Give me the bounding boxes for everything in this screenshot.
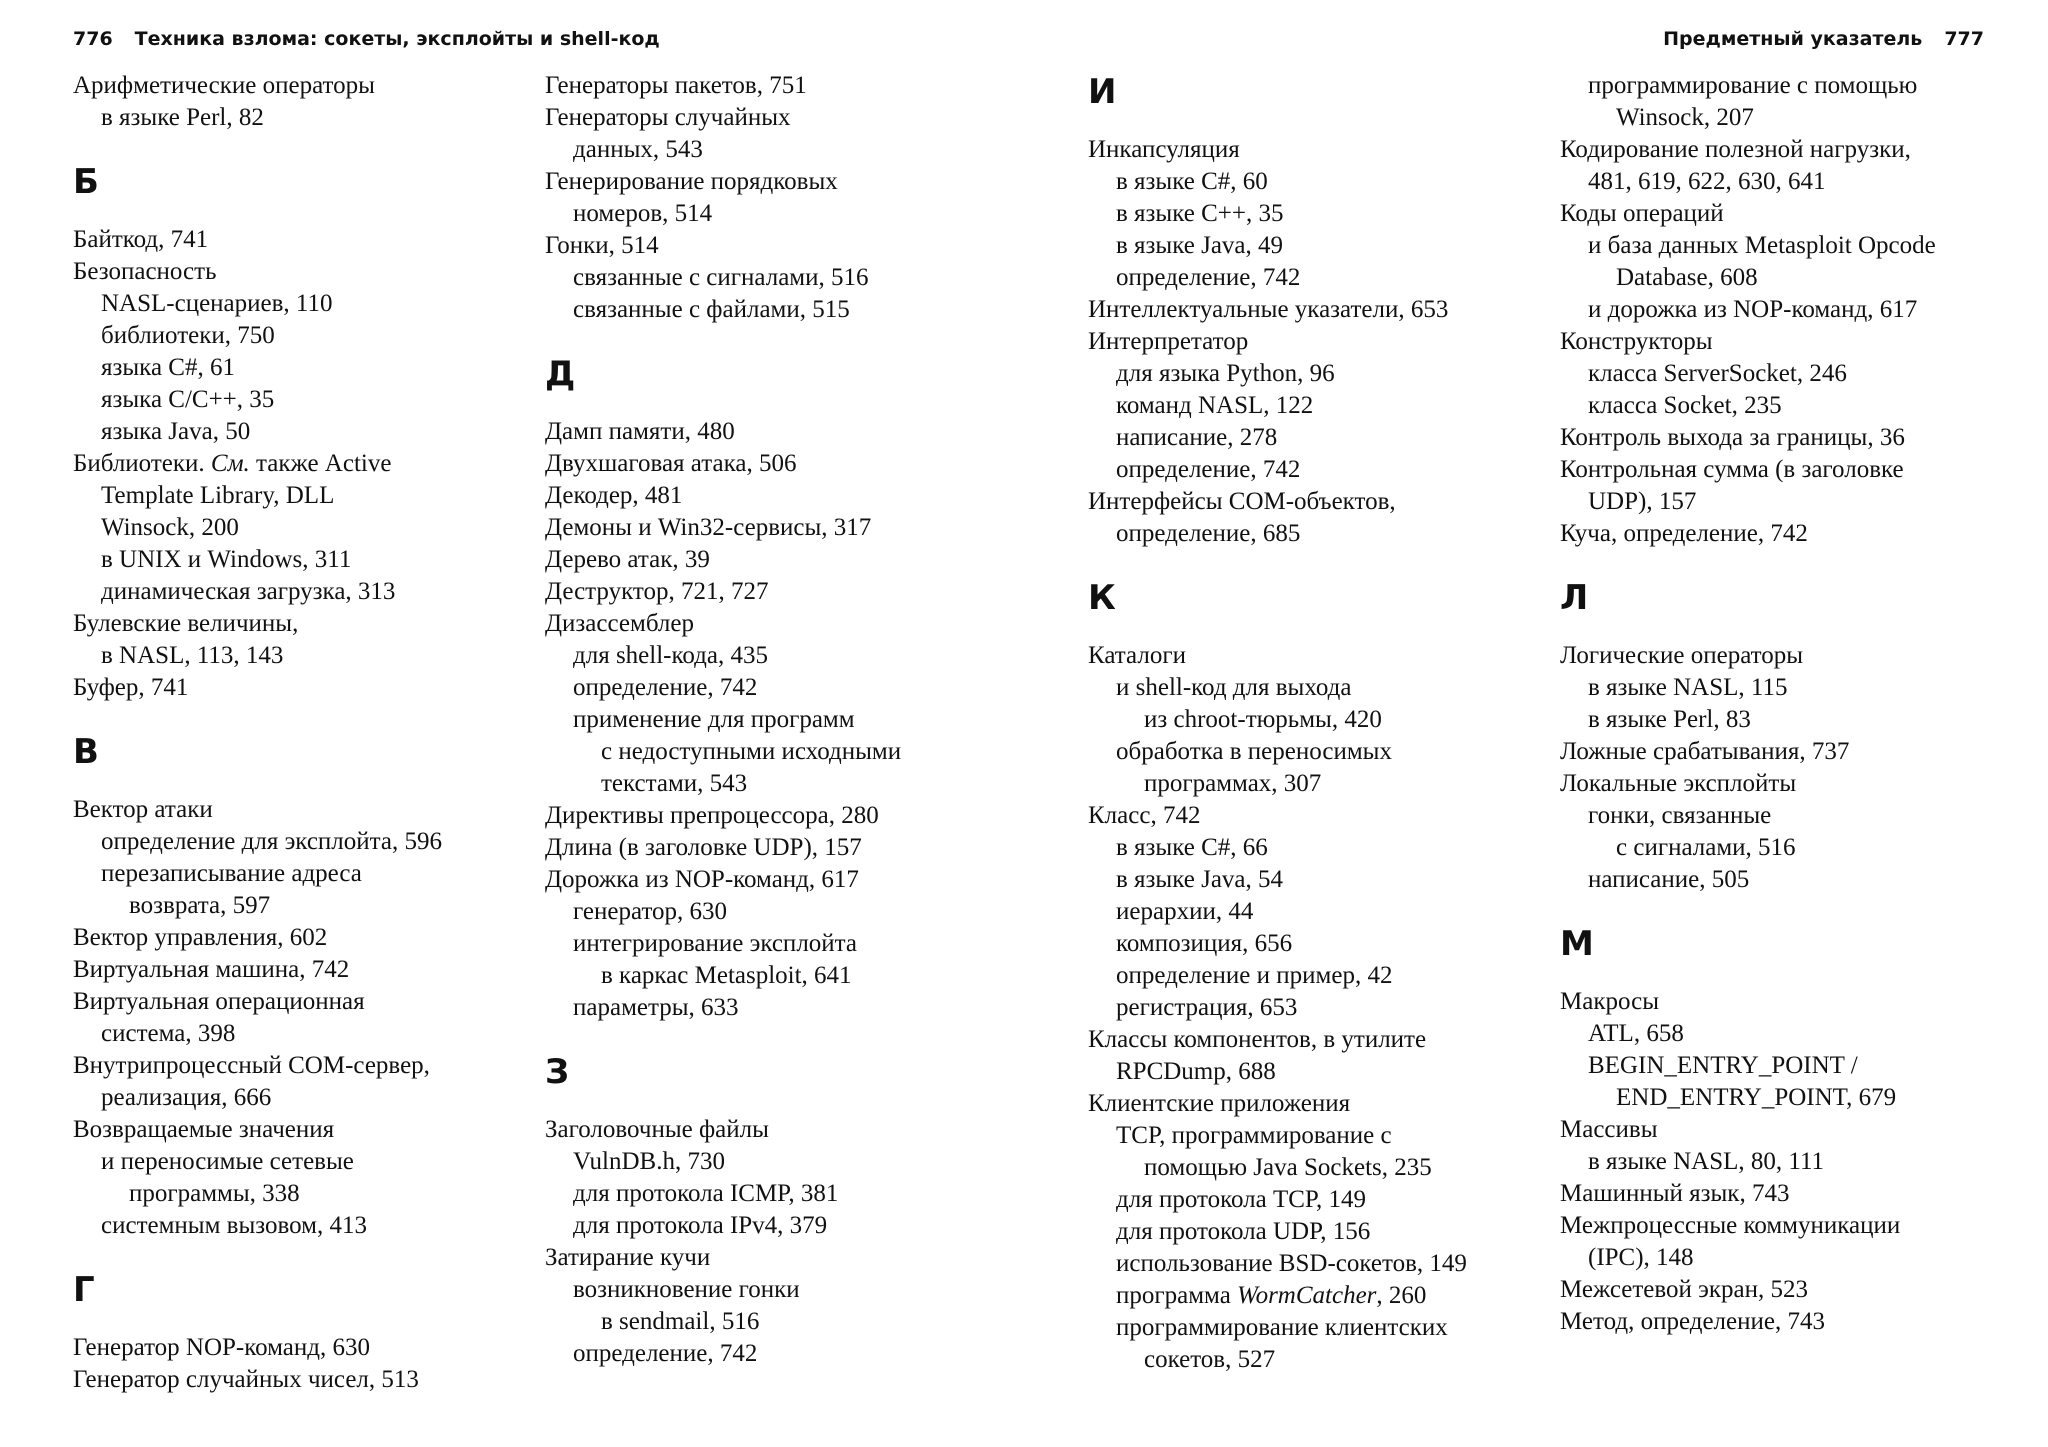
entry-text: генератор, 630 [573, 898, 728, 925]
index-subentry [73, 384, 513, 416]
index-entry [545, 166, 985, 198]
index-subentry [1560, 390, 2000, 422]
entry-text: написание, 278 [1116, 424, 1278, 451]
index-column-2 [545, 70, 985, 1370]
entry-text: класса ServerSocket, 246 [1588, 360, 1847, 387]
index-subentry [73, 858, 513, 890]
index-entry [545, 608, 985, 640]
entry-text: Виртуальная операционная [73, 988, 365, 1015]
entry-text: RPCDump, 688 [1116, 1058, 1276, 1085]
index-entry [1088, 134, 1528, 166]
section-title: Предметный указатель [1663, 28, 1923, 50]
index-subentry [1560, 70, 2000, 102]
entry-text: для протокола UDP, 156 [1116, 1218, 1371, 1245]
entry-text: Межпроцессные коммуникации [1560, 1212, 1901, 1239]
entry-text: Булевские величины, [73, 610, 299, 637]
entry-text: данных, 543 [573, 136, 703, 163]
index-entry [1560, 454, 2000, 486]
entry-text: Ложные срабатывания, 737 [1560, 738, 1850, 765]
index-subentry [1088, 230, 1528, 262]
entry-text: Декодер, 481 [545, 482, 683, 509]
running-head-left [73, 28, 660, 50]
index-column-3 [1088, 70, 1528, 1376]
index-letter-heading: К [1088, 578, 1116, 618]
entry-text: Логические операторы [1560, 642, 1804, 669]
entry-text: Виртуальная машина, 742 [73, 956, 350, 983]
index-entry [1088, 640, 1528, 672]
index-subentry [545, 198, 985, 230]
entry-text: Инкапсуляция [1088, 136, 1240, 163]
index-entry [1560, 1274, 2000, 1306]
entry-text: Генератор NOP-команд, 630 [73, 1334, 370, 1361]
index-subentry [1088, 390, 1528, 422]
index-entry [1560, 1178, 2000, 1210]
index-subentry [545, 134, 985, 166]
entry-text: в языке NASL, 80, 111 [1588, 1148, 1825, 1175]
index-entry [1560, 134, 2000, 166]
entry-text: Дерево атак, 39 [545, 546, 710, 573]
index-subentry [1088, 358, 1528, 390]
entry-text: Генерирование порядковых [545, 168, 838, 195]
index-entry [73, 70, 513, 102]
entry-text: Конструкторы [1560, 328, 1713, 355]
index-letter-heading: З [545, 1052, 570, 1092]
entry-text: в языке NASL, 115 [1588, 674, 1788, 701]
entry-text: интегрирование эксплойта [573, 930, 857, 957]
entry-text: связанные с файлами, 515 [573, 296, 850, 323]
entry-text: Библиотеки. [73, 450, 211, 477]
entry-text: программа [1116, 1282, 1238, 1309]
entry-text: Директивы препроцессора, 280 [545, 802, 879, 829]
index-subentry [1560, 262, 2000, 294]
index-subentry [545, 768, 985, 800]
index-subentry [1088, 422, 1528, 454]
entry-text: с недоступными исходными [601, 738, 902, 765]
index-subentry [73, 640, 513, 672]
entry-text: Контроль выхода за границы, 36 [1560, 424, 1905, 451]
entry-text: системным вызовом, 413 [101, 1212, 367, 1239]
index-subentry [1088, 832, 1528, 864]
index-entry [73, 794, 513, 826]
entry-text: для протокола ICMP, 381 [573, 1180, 839, 1207]
index-subentry [73, 826, 513, 858]
index-subentry [1088, 1344, 1528, 1376]
index-subentry [1088, 166, 1528, 198]
index-subentry [1088, 1120, 1528, 1152]
entry-text: Дизассемблер [545, 610, 694, 637]
entry-text: Демоны и Win32-сервисы, 317 [545, 514, 872, 541]
entry-text: перезаписывание адреса [101, 860, 362, 887]
entry-text: и shell-код для выхода [1116, 674, 1352, 701]
entry-text: языка C#, 61 [101, 354, 235, 381]
entry-text: композиция, 656 [1116, 930, 1293, 957]
index-letter-heading: М [1560, 924, 1594, 964]
index-entry [545, 1242, 985, 1274]
entry-text: в языке C#, 60 [1116, 168, 1268, 195]
entry-text: написание, 505 [1588, 866, 1750, 893]
index-subentry [1088, 1216, 1528, 1248]
entry-text: помощью Java Sockets, 235 [1144, 1154, 1432, 1181]
index-subentry [73, 102, 513, 134]
entry-text: в языке Perl, 83 [1588, 706, 1751, 733]
index-subentry [73, 1146, 513, 1178]
index-subentry [1560, 230, 2000, 262]
entry-text: параметры, 633 [573, 994, 739, 1021]
index-subentry [1088, 198, 1528, 230]
index-subentry [545, 928, 985, 960]
index-entry [73, 954, 513, 986]
index-subentry [1088, 454, 1528, 486]
entry-text: NASL-сценариев, 110 [101, 290, 333, 317]
entry-text: и база данных Metasploit Opcode [1588, 232, 1936, 259]
index-subentry [545, 896, 985, 928]
index-subentry [1560, 358, 2000, 390]
index-subentry [1560, 832, 2000, 864]
index-subentry [1088, 1184, 1528, 1216]
index-entry [1560, 326, 2000, 358]
index-entry [73, 986, 513, 1018]
entry-text: иерархии, 44 [1116, 898, 1254, 925]
index-subentry [1088, 1312, 1528, 1344]
entry-text: определение и пример, 42 [1116, 962, 1393, 989]
index-letter-heading: И [1088, 72, 1117, 112]
entry-text: программирование клиентских [1116, 1314, 1448, 1341]
entry-text: в sendmail, 516 [601, 1308, 760, 1335]
entry-text: Массивы [1560, 1116, 1658, 1143]
entry-text: программах, 307 [1144, 770, 1322, 797]
index-subentry [545, 704, 985, 736]
entry-text: Генераторы пакетов, 751 [545, 72, 807, 99]
entry-text: определение, 685 [1116, 520, 1301, 547]
index-entry [1088, 486, 1528, 518]
index-subentry [545, 1274, 985, 1306]
index-subentry [73, 320, 513, 352]
index-entry [1088, 326, 1528, 358]
index-letter-heading: Л [1560, 578, 1589, 618]
index-subentry [1560, 1050, 2000, 1082]
index-subentry [1088, 672, 1528, 704]
entry-text: 481, 619, 622, 630, 641 [1588, 168, 1826, 195]
index-entry [545, 230, 985, 262]
entry-italic-text: См. [210, 450, 250, 477]
index-entry [545, 864, 985, 896]
index-subentry [1560, 1082, 2000, 1114]
index-subentry [1088, 1152, 1528, 1184]
entry-text: Длина (в заголовке UDP), 157 [545, 834, 862, 861]
index-subentry [1088, 896, 1528, 928]
entry-text: Дорожка из NOP-команд, 617 [545, 866, 859, 893]
entry-text: связанные с сигналами, 516 [573, 264, 869, 291]
entry-text: определение для эксплойта, 596 [101, 828, 442, 855]
entry-text: в UNIX и Windows, 311 [101, 546, 352, 573]
index-entry [1560, 518, 2000, 550]
entry-text: реализация, 666 [101, 1084, 272, 1111]
entry-text: Двухшаговая атака, 506 [545, 450, 797, 477]
index-subentry [1560, 486, 2000, 518]
entry-text: Кодирование полезной нагрузки, [1560, 136, 1911, 163]
entry-text: Интерпретатор [1088, 328, 1249, 355]
page-number-left: 776 [73, 28, 113, 50]
page-number-right: 777 [1944, 28, 1984, 50]
index-subentry [1088, 928, 1528, 960]
index-subentry [1560, 102, 2000, 134]
entry-text: Winsock, 200 [101, 514, 239, 541]
entry-text: гонки, связанные [1588, 802, 1772, 829]
entry-text: класса Socket, 235 [1588, 392, 1782, 419]
entry-text: в языке Java, 54 [1116, 866, 1284, 893]
entry-text: Генераторы случайных [545, 104, 791, 131]
entry-text: Интерфейсы COM-объектов, [1088, 488, 1396, 515]
index-entry [73, 1364, 513, 1396]
entry-text: Template Library, DLL [101, 482, 335, 509]
index-subentry [545, 1146, 985, 1178]
entry-text: Куча, определение, 742 [1560, 520, 1808, 547]
entry-text: номеров, 514 [573, 200, 713, 227]
entry-text: Каталоги [1088, 642, 1186, 669]
index-subentry [1560, 1242, 2000, 1274]
index-entry [1088, 800, 1528, 832]
index-entry [73, 1332, 513, 1364]
entry-text: Заголовочные файлы [545, 1116, 769, 1143]
index-subentry [545, 262, 985, 294]
index-subentry [73, 512, 513, 544]
entry-italic-text: WormCatcher [1237, 1282, 1377, 1309]
index-entry [1560, 640, 2000, 672]
entry-text: Метод, определение, 743 [1560, 1308, 1825, 1335]
entry-text: Клиентские приложения [1088, 1090, 1351, 1117]
entry-text: определение, 742 [573, 1340, 758, 1367]
entry-text: обработка в переносимых [1116, 738, 1392, 765]
entry-text: в каркас Metasploit, 641 [601, 962, 852, 989]
index-entry [545, 576, 985, 608]
index-subentry [545, 294, 985, 326]
entry-text: для протокола TCP, 149 [1116, 1186, 1367, 1213]
entry-text: Winsock, 207 [1616, 104, 1754, 131]
index-subentry [1560, 704, 2000, 736]
book-title: Техника взлома: сокеты, эксплойты и shell-код [134, 28, 660, 50]
entry-text: Дамп памяти, 480 [545, 418, 735, 445]
index-entry [1560, 986, 2000, 1018]
running-head-right [1663, 28, 1984, 50]
entry-text: библиотеки, 750 [101, 322, 275, 349]
entry-text: применение для программ [573, 706, 855, 733]
index-entry [1560, 422, 2000, 454]
entry-text: Локальные эксплойты [1560, 770, 1797, 797]
entry-text: Вектор управления, 602 [73, 924, 328, 951]
index-subentry [545, 1210, 985, 1242]
index-subentry [545, 736, 985, 768]
entry-text: Database, 608 [1616, 264, 1758, 291]
index-subentry [1560, 1146, 2000, 1178]
index-subentry [73, 544, 513, 576]
entry-text: в языке C++, 35 [1116, 200, 1284, 227]
entry-text: VulnDB.h, 730 [573, 1148, 725, 1175]
entry-text: регистрация, 653 [1116, 994, 1298, 1021]
index-entry [73, 448, 513, 480]
index-subentry [73, 1082, 513, 1114]
index-subentry [73, 416, 513, 448]
index-subentry [1560, 294, 2000, 326]
index-letter-heading: Д [545, 354, 576, 394]
entry-text: Буфер, 741 [73, 674, 189, 701]
entry-text-suffix: также Active [249, 450, 392, 477]
index-subentry [1560, 864, 2000, 896]
index-subentry [1088, 1280, 1528, 1312]
entry-text: Внутрипроцессный COM-сервер, [73, 1052, 430, 1079]
index-subentry [1560, 672, 2000, 704]
index-entry [73, 608, 513, 640]
entry-text: сокетов, 527 [1144, 1346, 1276, 1373]
index-subentry [73, 890, 513, 922]
entry-text: (IPC), 148 [1588, 1244, 1694, 1271]
entry-text: определение, 742 [1116, 264, 1301, 291]
entry-text: динамическая загрузка, 313 [101, 578, 396, 605]
index-entry [545, 800, 985, 832]
entry-text: возникновение гонки [573, 1276, 800, 1303]
entry-text: определение, 742 [1116, 456, 1301, 483]
index-subentry [545, 992, 985, 1024]
index-entry [1088, 1088, 1528, 1120]
index-entry [545, 480, 985, 512]
entry-text: Арифметические операторы [73, 72, 375, 99]
index-entry [545, 70, 985, 102]
index-subentry [1560, 166, 2000, 198]
index-subentry [545, 1338, 985, 1370]
index-subentry [1088, 518, 1528, 550]
index-subentry [73, 1210, 513, 1242]
entry-text: Межсетевой экран, 523 [1560, 1276, 1808, 1303]
index-entry [545, 448, 985, 480]
entry-text: UDP), 157 [1588, 488, 1697, 515]
index-subentry [73, 576, 513, 608]
entry-text: END_ENTRY_POINT, 679 [1616, 1084, 1897, 1111]
index-subentry [1088, 704, 1528, 736]
entry-text: программирование с помощью [1588, 72, 1918, 99]
index-entry [1560, 1210, 2000, 1242]
entry-text: ATL, 658 [1588, 1020, 1684, 1047]
index-subentry [73, 352, 513, 384]
index-entry [73, 1114, 513, 1146]
index-subentry [1088, 960, 1528, 992]
index-subentry [545, 960, 985, 992]
entry-text: команд NASL, 122 [1116, 392, 1314, 419]
entry-text: Генератор случайных чисел, 513 [73, 1366, 419, 1393]
entry-text: Возвращаемые значения [73, 1116, 335, 1143]
entry-text: Гонки, 514 [545, 232, 659, 259]
entry-text: Коды операций [1560, 200, 1724, 227]
entry-text: использование BSD-сокетов, 149 [1116, 1250, 1467, 1277]
index-entry [1560, 1306, 2000, 1338]
entry-text: возврата, 597 [129, 892, 271, 919]
index-entry [73, 672, 513, 704]
entry-text: языка Java, 50 [101, 418, 251, 445]
index-subentry [73, 288, 513, 320]
entry-text: Контрольная сумма (в заголовке [1560, 456, 1904, 483]
index-entry [545, 102, 985, 134]
index-entry [1560, 198, 2000, 230]
index-column-1 [73, 70, 513, 1396]
index-entry [1560, 736, 2000, 768]
index-entry [1088, 1024, 1528, 1056]
entry-text-suffix: , 260 [1376, 1282, 1427, 1309]
index-entry [545, 512, 985, 544]
index-subentry [1560, 1018, 2000, 1050]
index-entry [545, 544, 985, 576]
entry-text: в языке Perl, 82 [101, 104, 264, 131]
index-entry [73, 256, 513, 288]
entry-text: Затирание кучи [545, 1244, 711, 1271]
entry-text: определение, 742 [573, 674, 758, 701]
entry-text: BEGIN_ENTRY_POINT / [1588, 1052, 1858, 1079]
index-letter-heading: Г [73, 1270, 95, 1310]
entry-text: Макросы [1560, 988, 1659, 1015]
entry-text: Деструктор, 721, 727 [545, 578, 769, 605]
index-subentry [1088, 864, 1528, 896]
entry-text: в языке Java, 49 [1116, 232, 1284, 259]
entry-text: Класс, 742 [1088, 802, 1201, 829]
index-letter-heading: В [73, 732, 99, 772]
entry-text: и дорожка из NOP-команд, 617 [1588, 296, 1918, 323]
index-subentry [545, 672, 985, 704]
entry-text: текстами, 543 [601, 770, 748, 797]
index-subentry [73, 480, 513, 512]
entry-text: Безопасность [73, 258, 217, 285]
index-entry [1088, 294, 1528, 326]
entry-text: в языке C#, 66 [1116, 834, 1268, 861]
entry-text: Классы компонентов, в утилите [1088, 1026, 1427, 1053]
index-entry [73, 922, 513, 954]
index-entry [545, 416, 985, 448]
index-subentry [545, 1306, 985, 1338]
entry-text: для языка Python, 96 [1116, 360, 1335, 387]
entry-text: для shell-кода, 435 [573, 642, 768, 669]
index-entry [73, 224, 513, 256]
index-subentry [73, 1178, 513, 1210]
index-subentry [545, 1178, 985, 1210]
index-subentry [1088, 992, 1528, 1024]
index-subentry [545, 640, 985, 672]
index-entry [73, 1050, 513, 1082]
entry-text: система, 398 [101, 1020, 236, 1047]
index-subentry [73, 1018, 513, 1050]
index-entry [545, 832, 985, 864]
entry-text: Машинный язык, 743 [1560, 1180, 1790, 1207]
entry-text: программы, 338 [129, 1180, 300, 1207]
index-entry [1560, 1114, 2000, 1146]
entry-text: TCP, программирование с [1116, 1122, 1392, 1149]
entry-text: языка C/C++, 35 [101, 386, 275, 413]
entry-text: для протокола IPv4, 379 [573, 1212, 828, 1239]
entry-text: Вектор атаки [73, 796, 213, 823]
index-subentry [1088, 1248, 1528, 1280]
entry-text: Интеллектуальные указатели, 653 [1088, 296, 1449, 323]
index-column-4 [1560, 70, 2000, 1338]
entry-text: с сигналами, 516 [1616, 834, 1796, 861]
index-entry [545, 1114, 985, 1146]
entry-text: в NASL, 113, 143 [101, 642, 284, 669]
index-entry [1560, 768, 2000, 800]
entry-text: из chroot-тюрьмы, 420 [1144, 706, 1382, 733]
index-subentry [1088, 768, 1528, 800]
entry-text: Байткод, 741 [73, 226, 209, 253]
index-letter-heading: Б [73, 162, 99, 202]
index-subentry [1088, 736, 1528, 768]
index-subentry [1088, 262, 1528, 294]
index-subentry [1088, 1056, 1528, 1088]
entry-text: и переносимые сетевые [101, 1148, 354, 1175]
index-subentry [1560, 800, 2000, 832]
